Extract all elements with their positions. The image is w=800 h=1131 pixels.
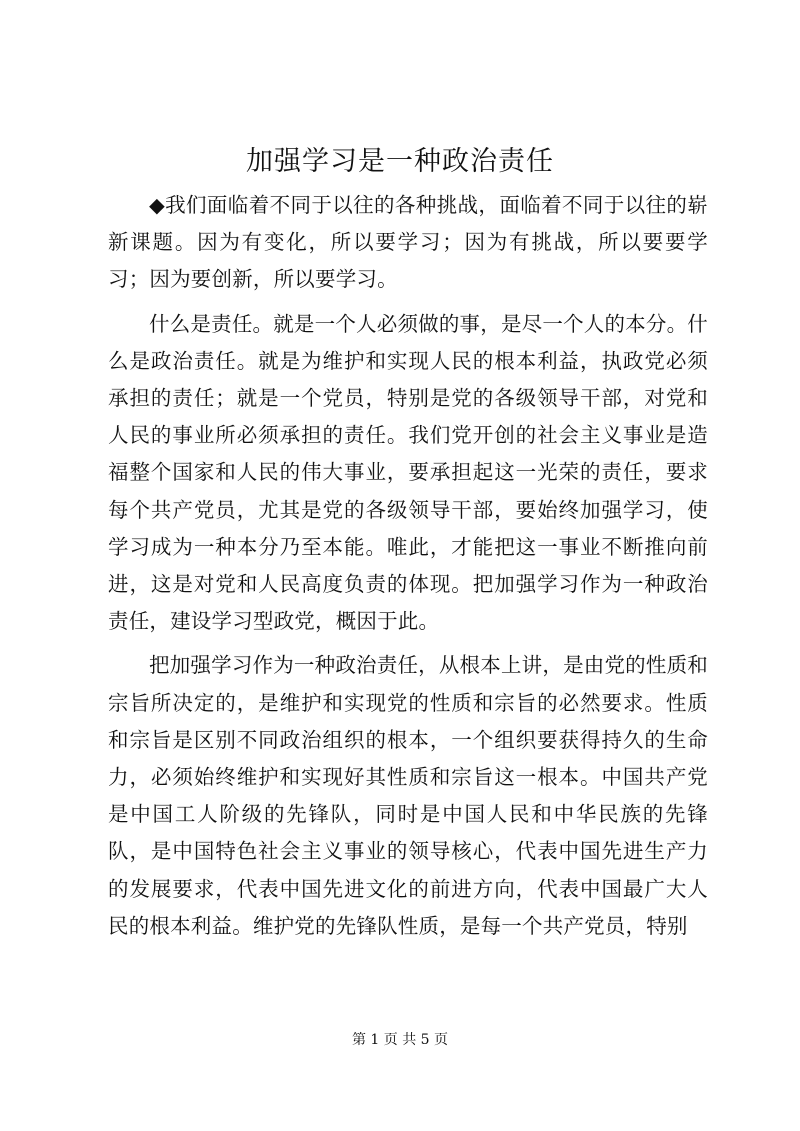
document-body bbox=[108, 187, 708, 945]
page-number-label: 第 1 页 共 5 页 bbox=[351, 1032, 449, 1048]
paragraph-3: 把加强学习作为一种政治责任，从根本上讲，是由党的性质和宗旨所决定的，是维护和实现党的性质和宗旨的必然要求。性质和宗旨是区别不同政治组织的根本，一个组织要获得持久的生命力，必须始终维护和实现好其性质和宗旨这一根本。中国共产党是中国工人阶级的先锋队，同时是中国人民和中华民族的先锋队，是中国特色社会主义事业的领导核心，代表中国先进生产力的发展要求，代表中国先进文化的前进方向，代表中国最广大人民的根本利益。维护党的先锋队性质，是每一个共产党员，特别 bbox=[108, 653, 708, 938]
paragraph-1: ◆我们面临着不同于以往的各种挑战，面临着不同于以往的崭新课题。因为有变化，所以要学习；因为有挑战，所以要要学习；因为要创新，所以要学习。 bbox=[108, 193, 708, 292]
page-footer bbox=[0, 1030, 800, 1050]
document-title: 加强学习是一种政治责任 bbox=[246, 146, 554, 177]
paragraph-2: 什么是责任。就是一个人必须做的事，是尽一个人的本分。什么是政治责任。就是为维护和实现人民的根本利益，执政党必须承担的责任；就是一个党员，特别是党的各级领导干部，对党和人民的事业所必须承担的责任。我们党开创的社会主义事业是造福整个国家和人民的伟大事业，要承担起这一光荣的责任，要求每个共产党员，尤其是党的各级领导干部，要始终加强学习，使学习成为一种本分乃至本能。唯此，才能把这一事业不断推向前进，这是对党和人民高度负责的体现。把加强学习作为一种政治责任，建设学习型政党，概因于此。 bbox=[108, 311, 708, 634]
